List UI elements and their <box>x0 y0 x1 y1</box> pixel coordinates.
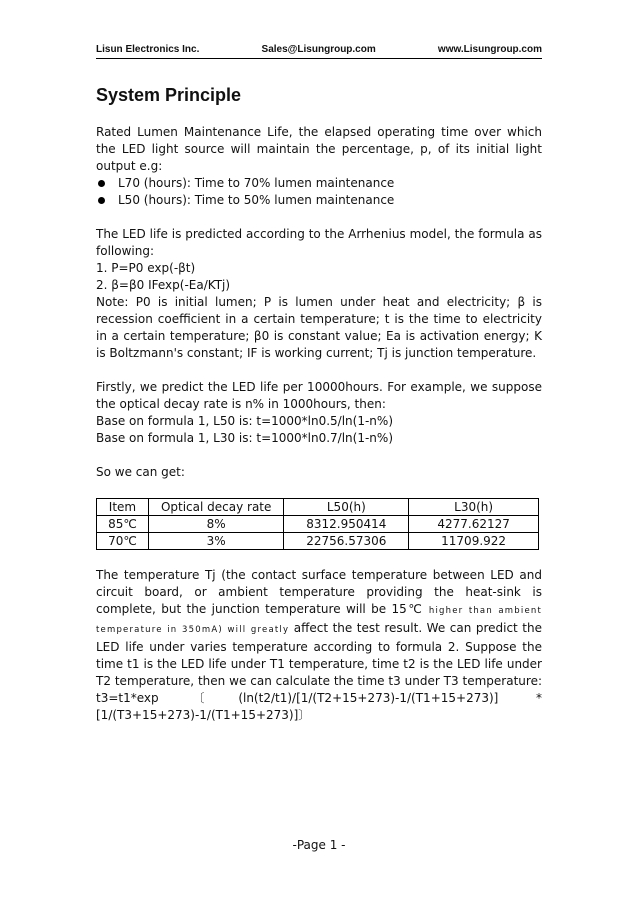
header-email[interactable]: Sales@Lisungroup.com <box>261 44 376 55</box>
page-content <box>96 84 542 724</box>
note-paragraph: Note: P0 is initial lumen; P is lumen under heat and electricity; β is recession coefficient in a certain temperature; t is the time to electricity in a certain temperature; β0 is constant value; Ea is activation energy; K is Boltzmann's constant; IF is working current; Tj is junction temperature. <box>96 295 542 360</box>
base-formula-1: Base on formula 1, L50 is: t=1000*ln0.5/ln(1-n%) <box>96 414 393 428</box>
table-cell: 3% <box>148 533 284 550</box>
table-cell: 4277.62127 <box>409 516 539 533</box>
temp-text-1: The temperature Tj (the contact surface temperature between LED and circuit board, or ambient temperature providing the heat-sink is complete, but the junction temperature will be 15℃ <box>96 568 542 616</box>
table-cell: 8312.950414 <box>284 516 409 533</box>
header-company: Lisun Electronics Inc. <box>96 44 200 55</box>
table-header: Optical decay rate <box>148 499 284 516</box>
base-formula-2: Base on formula 1, L30 is: t=1000*ln0.7/ln(1-n%) <box>96 431 393 445</box>
table-header-row <box>97 499 539 516</box>
page-title: System Principle <box>96 85 242 105</box>
table-header: L30(h) <box>409 499 539 516</box>
page-footer: -Page 1 - <box>292 838 346 852</box>
table-cell: 70℃ <box>97 533 149 550</box>
table-cell: 11709.922 <box>409 533 539 550</box>
model-intro: The LED life is predicted according to the Arrhenius model, the formula as following: <box>96 227 542 258</box>
so-we-can-get: So we can get: <box>96 465 185 479</box>
table-row <box>97 533 539 550</box>
table-cell: 85℃ <box>97 516 149 533</box>
page-header <box>96 44 542 59</box>
table-cell: 22756.57306 <box>284 533 409 550</box>
table-header: L50(h) <box>284 499 409 516</box>
life-table <box>96 498 539 550</box>
temperature-paragraph <box>96 567 542 724</box>
header-website[interactable]: www.Lisungroup.com <box>437 44 542 55</box>
list-item: L50 (hours): Time to 50% lumen maintenance <box>96 192 542 209</box>
table-header: Item <box>97 499 149 516</box>
table-row <box>97 516 539 533</box>
list-item: L70 (hours): Time to 70% lumen maintenance <box>96 175 542 192</box>
temp-text-3: will greatly <box>222 625 290 635</box>
intro-paragraph: Rated Lumen Maintenance Life, the elapsed operating time over which the LED light source will maintain the percentage, p, of its initial light output e.g: <box>96 125 542 173</box>
bullet-list <box>96 175 542 209</box>
predict-paragraph: Firstly, we predict the LED life per 10000hours. For example, we suppose the optical decay rate is n% in 1000hours, then: <box>96 380 542 411</box>
temp-text-4: affect the test result. We can predict the LED life under varies temperature according to formula 2. Suppose the time t1 is the LED life under T1 temperature, time t2 is the LED life under T2 temperature, then we can calculate the time t3 under T3 temperature: t3=t1*exp〔(ln(t2/t1)/[1/(T2+15+273)-1/(T1+15+273)] * [1/(T3+15+273)-1/(T1+15+273)]〕 <box>96 621 542 722</box>
table-cell: 8% <box>148 516 284 533</box>
formula-2: 2. β=β0 IFexp(-Ea/KTj) <box>96 278 231 292</box>
formula-1: 1. P=P0 exp(-βt) <box>96 261 196 275</box>
temp-text-2: higher than ambient temperature in 350mA) <box>96 606 542 635</box>
